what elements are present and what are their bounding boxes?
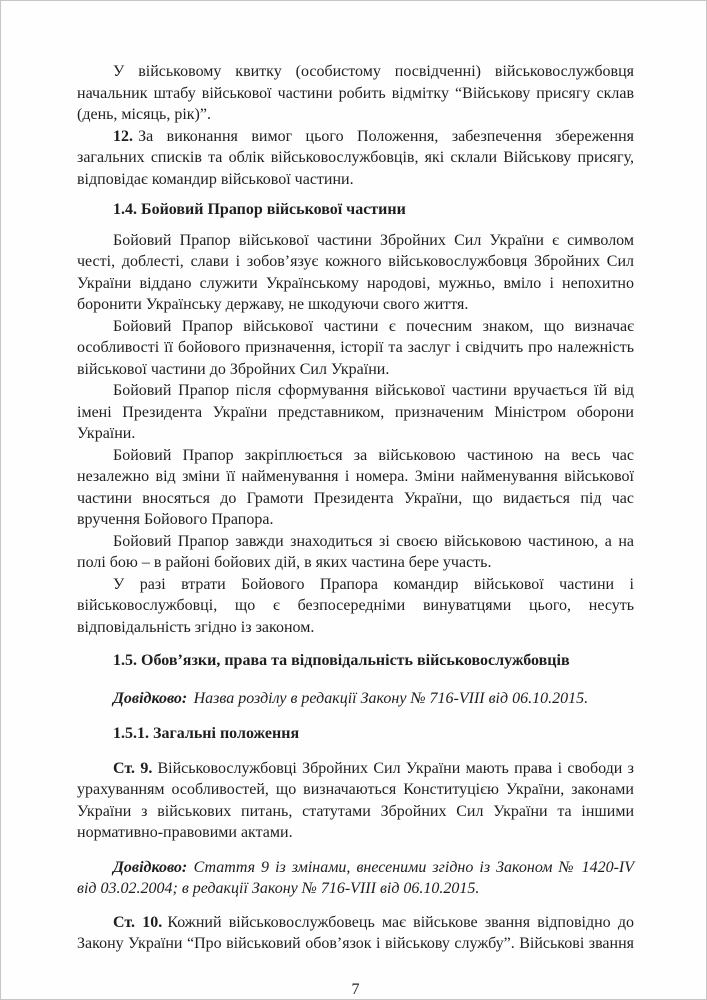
paragraph-flag-presentation: Бойовий Прапор після сформування військової частини вручається їй від імені Президента України представником, призначеним Міністром оборони України.: [77, 382, 634, 442]
paragraph-flag-honor-sign: Бойовий Прапор військової частини є почесним знаком, що визначає особливості її бойового призначення, історії та заслуг і свідчить про належність військової частини до Збройних Сил України.: [77, 317, 634, 378]
paragraph-flag-location: Бойовий Прапор завжди знаходиться зі своєю військовою частиною, а на полі бою – в районі бойових дій, в яких частина бере участь.: [77, 532, 634, 571]
page-number: 7: [351, 980, 360, 998]
section-heading-1-4: 1.4. Бойовий Прапор військової частини: [113, 201, 406, 218]
paragraph-item-12-text: За виконання вимог цього Положення, забезпечення збереження загальних списків та облік військовослужбовців, які склали Військову присягу, відповідає командир військової частини.: [77, 127, 634, 188]
paragraph-item-12: [77, 126, 634, 191]
reference-note-section-title: [77, 688, 634, 710]
article-10-number: Ст. 10.: [113, 913, 163, 931]
paragraph-flag-symbol: Бойовий Прапор військової частини Збройних Сил України є символом честі, доблесті, слави і зобов’язує кожного військовослужбовця Збройних Сил України віддано служити Українському народові, мужньо, вміло і непохитно боронити Українську державу, не шкодуючи свого життя.: [77, 231, 634, 313]
paragraph-flag-assignment: Бойовий Прапор закріплюється за військовою частиною на весь час незалежно від зміни її найменування і номера. Зміни найменування військової частини вносяться до Грамоти Президента України, що видається під час вручення Бойового Прапора.: [77, 446, 634, 528]
paragraph-article-10: [77, 912, 634, 955]
reference-note-lead: Довідково:: [113, 858, 188, 876]
paragraph-oath-mark: У військовому квитку (особистому посвідченні) військовослужбовця начальник штабу військової частини робить відмітку “Військову присягу склав (день, місяць, рік)”.: [77, 63, 634, 123]
paragraph-article-10-text: Кожний військовослужбовець має військове звання відповідно до Закону України “Про військовий обов’язок і військову службу”. Військові звання: [77, 913, 635, 952]
paragraph-flag-loss: У разі втрати Бойового Прапора командир військової частини і військовослужбовці, що є безпосередніми винуватцями цього, несуть відповідальність згідно із законом.: [77, 575, 634, 636]
reference-note-text: Назва розділу в редакції Закону № 716-VIII від 06.10.2015.: [193, 689, 589, 707]
paragraph-article-9: [77, 758, 634, 844]
article-9-number: Ст. 9.: [113, 759, 153, 777]
paragraph-article-9-text: Військовослужбовці Збройних Сил України мають права і свободи з урахуванням особливостей, що визначаються Конституцією України, законами України з військових питань, статутами Збройних Сил України та іншими нормативно-правовими актами.: [77, 759, 635, 841]
item-12-number: 12.: [113, 127, 133, 145]
section-heading-1-5: 1.5. Обов’язки, права та відповідальність військовослужбовців: [113, 652, 570, 669]
reference-note-text: Стаття 9 із змінами, внесеними згідно із Законом № 1420-IV від 03.02.2004; в редакції Закону № 716-VIII від 06.10.2015.: [77, 858, 634, 897]
section-heading-1-5-1: 1.5.1. Загальні положення: [113, 725, 300, 742]
reference-note-lead: Довідково:: [113, 689, 188, 707]
reference-note-article-9: [77, 857, 634, 900]
